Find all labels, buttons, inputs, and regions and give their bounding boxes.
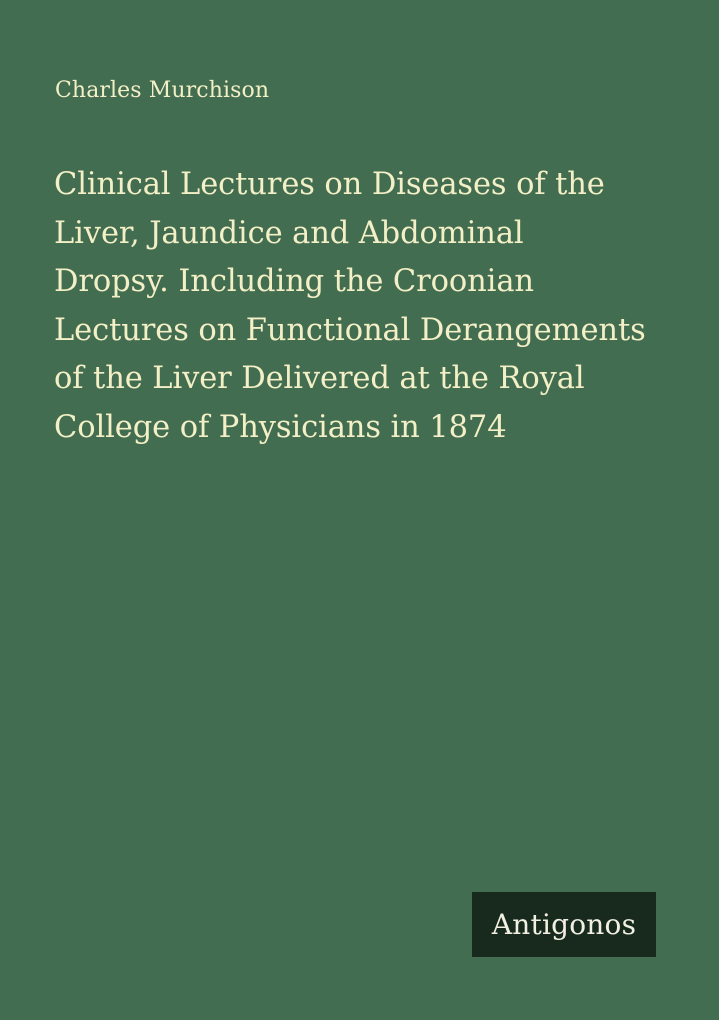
title-line-4: Lectures on Functional Derangements xyxy=(54,312,646,348)
title-line-5: of the Liver Delivered at the Royal xyxy=(54,361,585,396)
title-line-6: College of Physicians in 1874 xyxy=(54,409,507,445)
author-name: Charles Murchison xyxy=(55,78,270,103)
title-line-3: Dropsy. Including the Croonian xyxy=(54,264,534,299)
publisher-name: Antigonos xyxy=(491,907,637,941)
title-line-2: Liver, Jaundice and Abdominal xyxy=(54,215,524,251)
book-title xyxy=(54,161,694,452)
publisher-badge xyxy=(472,892,656,957)
title-line-1: Clinical Lectures on Diseases of the xyxy=(54,167,605,202)
